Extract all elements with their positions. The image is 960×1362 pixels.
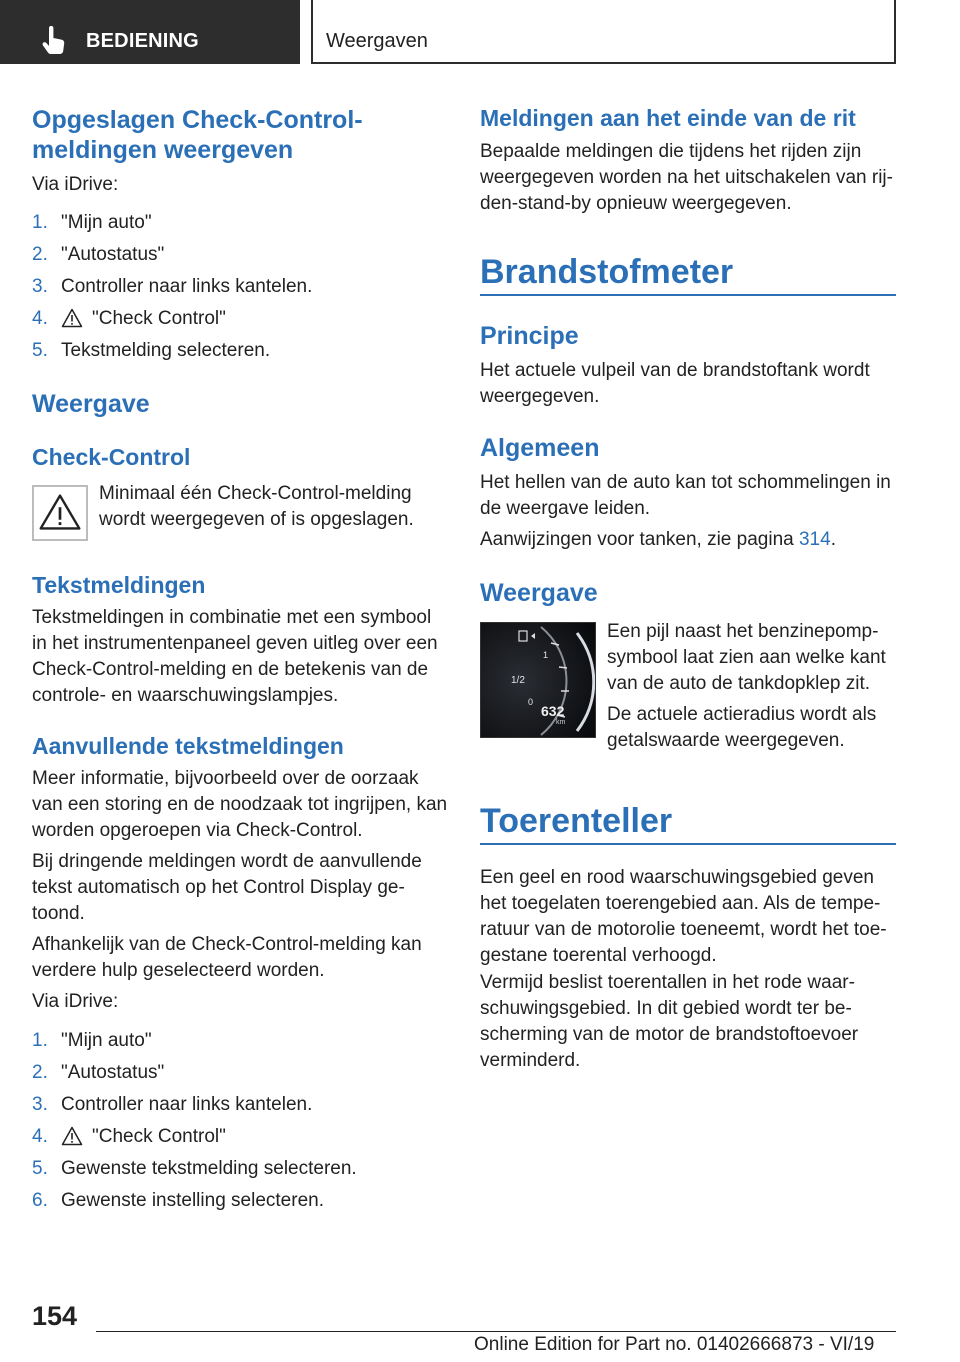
paragraph-line: Een geel en rood waarschuwingsgebied geven (480, 867, 874, 888)
heading-tekstmeldingen: Tekstmeldingen (32, 572, 206, 598)
check-control-text: Minimaal één Check-Control-melding (99, 483, 412, 504)
gauge-mark-half: 1/2 (511, 675, 525, 686)
paragraph-line: Bij dringende meldingen wordt de aanvullende (32, 851, 422, 872)
heading-weergave-brandstof: Weergave (480, 579, 598, 607)
paragraph-line: symbool laat zien aan welke kant (607, 647, 886, 668)
paragraph-line: van de auto de tankdopklep zit. (607, 673, 871, 694)
via-idrive-label: Via iDrive: (32, 991, 119, 1012)
paragraph-line: Aanwijzingen voor tanken, zie pagina 314. (480, 529, 836, 550)
heading-rule (480, 294, 896, 296)
warning-triangle-icon (61, 1126, 83, 1146)
paragraph-line: weergegeven worden na het uitschakelen van rij- (480, 167, 893, 188)
heading-rule (480, 843, 896, 845)
page-link[interactable]: 314 (798, 529, 831, 550)
paragraph-line: ratuur van de motorolie toeneemt, wordt het toe- (480, 919, 887, 940)
heading-algemeen: Algemeen (480, 434, 600, 462)
paragraph-line: Check-Control-melding en de betekenis van de (32, 659, 429, 680)
heading-opgeslagen: Opgeslagen Check-Control- (32, 106, 363, 134)
heading-toerenteller: Toerenteller (480, 802, 673, 840)
paragraph-line: de weergave leiden. (480, 498, 651, 519)
warning-triangle-icon (61, 308, 83, 328)
edition-note: Online Edition for Part no. 01402666873 - VI/19 (474, 1334, 875, 1355)
breadcrumb-label: Weergaven (326, 30, 428, 52)
heading-meldingen: Meldingen aan het einde van de rit (480, 105, 856, 131)
fuel-gauge-image (480, 622, 596, 738)
heading-principe: Principe (480, 322, 579, 350)
paragraph-line: Bepaalde meldingen die tijdens het rijden zijn (480, 141, 862, 162)
paragraph-line: worden opgeroepen via Check-Control. (32, 820, 363, 841)
gauge-mark-empty: 0 (528, 697, 534, 707)
paragraph-line: verdere hulp geselecteerd worden. (32, 960, 325, 981)
paragraph-line: weergegeven. (480, 386, 600, 407)
paragraph-line: schuwingsgebied. In dit gebied wordt ter be- (480, 998, 852, 1019)
paragraph-line: Het actuele vulpeil van de brandstoftank wordt (480, 360, 870, 381)
warning-icon-box (32, 485, 88, 541)
paragraph-line: van een storing en de noodzaak tot ingrijpen, kan (32, 794, 448, 815)
breadcrumb (311, 0, 896, 64)
gauge-range-value: 632 (541, 703, 565, 719)
footer-rule (96, 1331, 896, 1332)
gauge-mark-full: 1 (543, 650, 549, 660)
paragraph-line: het toegelaten toerengebied aan. Als de tempe- (480, 893, 881, 914)
paragraph-line: controle- en waarschuwingslampjes. (32, 685, 339, 706)
paragraph-line: Vermijd beslist toerentallen in het rode waar- (480, 972, 855, 993)
paragraph-line: Tekstmeldingen in combinatie met een symbool (32, 607, 432, 628)
paragraph-line: den-stand-by opnieuw weergegeven. (480, 193, 792, 214)
via-idrive-label: Via iDrive: (32, 174, 119, 195)
paragraph-line: Afhankelijk van de Check-Control-melding kan (32, 934, 422, 955)
page-number: 154 (32, 1301, 78, 1331)
paragraph-line: tekst automatisch op het Control Display ge- (32, 877, 405, 898)
paragraph-line: De actuele actieradius wordt als (607, 704, 877, 725)
paragraph-line: in het instrumentenpaneel geven uitleg over een (32, 633, 438, 654)
heading-check-control: Check-Control (32, 444, 191, 470)
section-tab (0, 0, 300, 64)
paragraph-line: scherming van de motor de brandstoftoevoer (480, 1024, 859, 1045)
paragraph-line: verminderd. (480, 1050, 581, 1071)
pointing-hand-icon (40, 26, 68, 56)
paragraph-line: toond. (32, 903, 85, 924)
heading-weergave: Weergave (32, 390, 150, 418)
paragraph-line: Een pijl naast het benzinepomp- (607, 621, 879, 642)
heading-aanvullende: Aanvullende tekstmeldingen (32, 733, 344, 759)
fuel-gauge-graphic (481, 623, 596, 738)
section-label: BEDIENING (86, 30, 199, 52)
paragraph-line: Meer informatie, bijvoorbeeld over de oorzaak (32, 768, 419, 789)
heading-opgeslagen-cont: meldingen weergeven (32, 136, 294, 164)
check-control-text: wordt weergegeven of is opgeslagen. (99, 509, 414, 530)
gauge-range-unit: km (556, 719, 566, 726)
paragraph-line: gestane toerental verhoogd. (480, 945, 717, 966)
paragraph-line: Het hellen van de auto kan tot schommelingen in (480, 472, 891, 493)
heading-brandstofmeter: Brandstofmeter (480, 253, 734, 291)
paragraph-line: getalswaarde weergegeven. (607, 730, 845, 751)
